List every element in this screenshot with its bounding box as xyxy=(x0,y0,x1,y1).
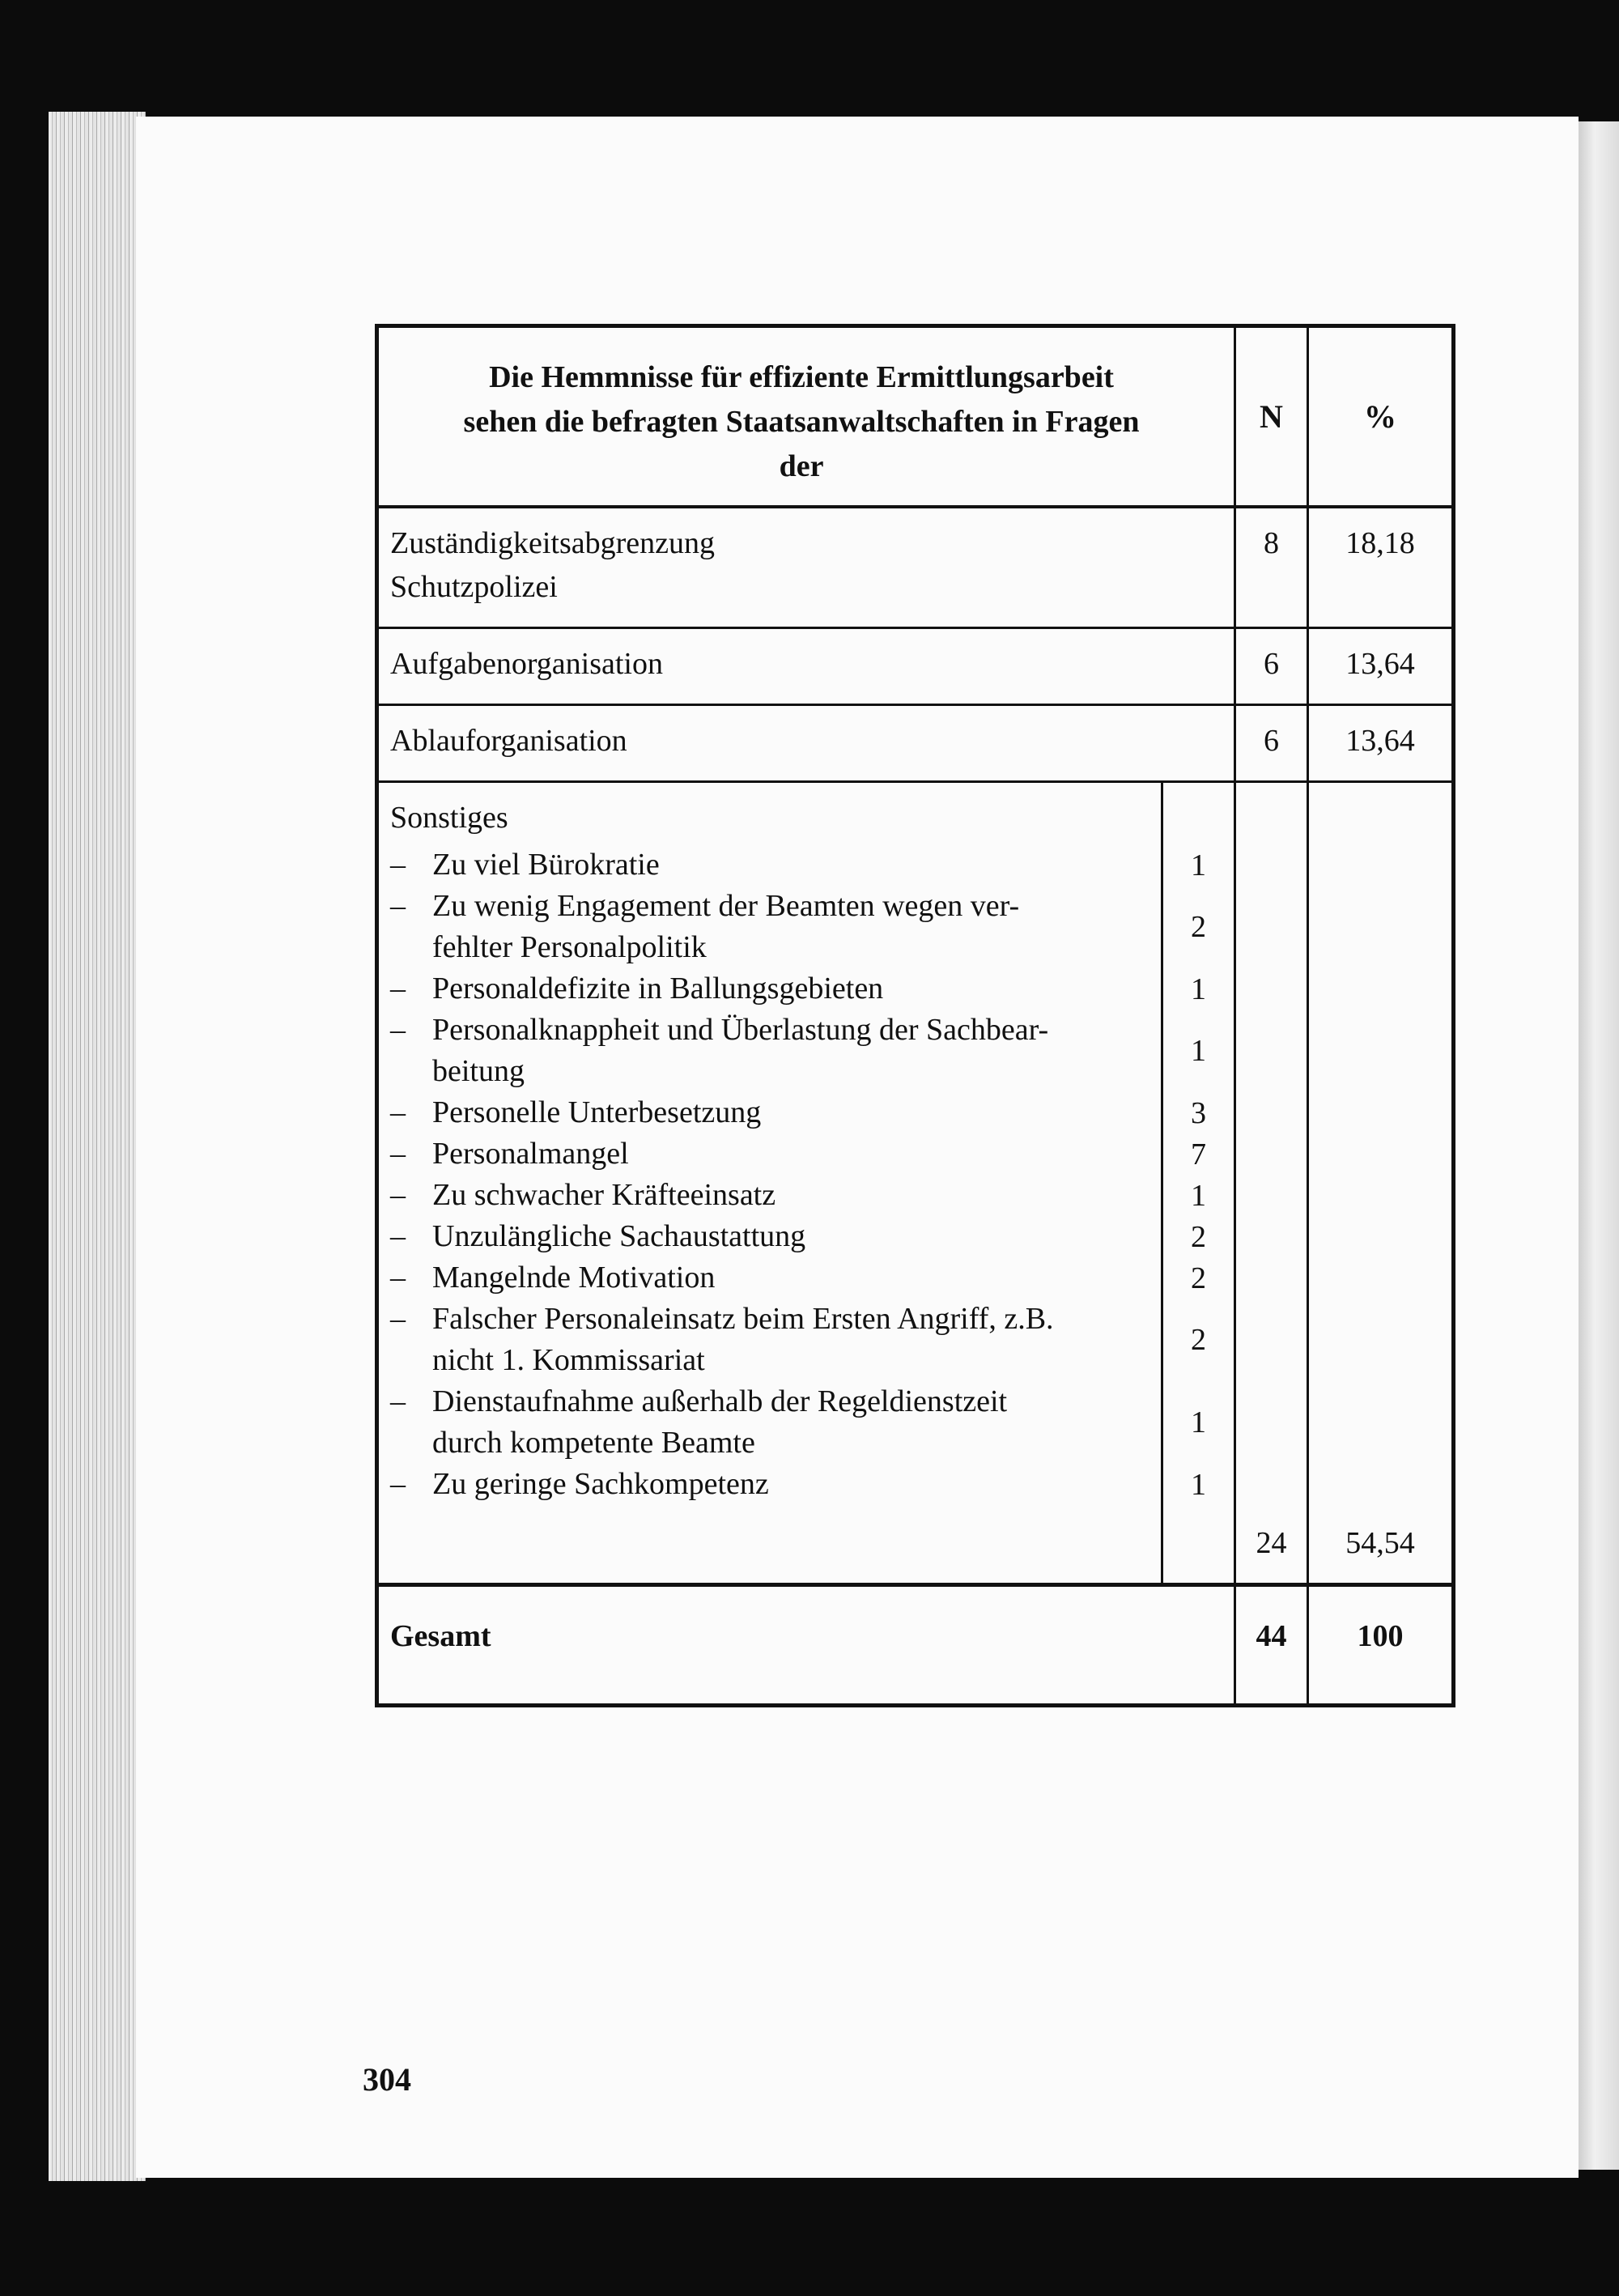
item-count: 3 xyxy=(1191,1095,1206,1130)
table-row-sonstiges xyxy=(377,782,1454,1585)
list-item-text: Personalmangel xyxy=(432,1137,629,1171)
item-count: 2 xyxy=(1191,1219,1206,1254)
list-item xyxy=(379,1381,1161,1464)
list-item-text: Falscher Personaleinsatz beim Ersten Angriff, z.B. nicht 1. Kommissariat xyxy=(432,1302,1054,1377)
list-item xyxy=(379,968,1161,1010)
dash: – xyxy=(390,1219,406,1253)
item-count: 1 xyxy=(1191,1034,1206,1068)
dash: – xyxy=(390,1178,406,1212)
sonstiges-n: 24 xyxy=(1235,782,1308,1585)
list-item xyxy=(379,844,1161,886)
row-n: 8 xyxy=(1235,507,1308,628)
list-item-text: Zu geringe Sachkompetenz xyxy=(432,1467,769,1501)
item-count: 1 xyxy=(1191,972,1206,1006)
list-item-text: Dienstaufnahme außerhalb der Regeldienstzeit durch kompetente Beamte xyxy=(432,1384,1008,1460)
item-count: 1 xyxy=(1191,1178,1206,1213)
dash: – xyxy=(390,1467,406,1501)
dash: – xyxy=(390,1095,406,1129)
dash: – xyxy=(390,972,406,1006)
row-n: 6 xyxy=(1235,705,1308,782)
dash: – xyxy=(390,889,406,923)
list-item-text: Unzulängliche Sachaustattung xyxy=(432,1219,806,1253)
item-count: 1 xyxy=(1191,1405,1206,1439)
item-count: 2 xyxy=(1191,910,1206,944)
table-row xyxy=(377,628,1454,705)
dash: – xyxy=(390,1137,406,1171)
list-item-text: Personaldefizite in Ballungsgebieten xyxy=(432,972,884,1006)
list-item-text: Zu wenig Engagement der Beamten wegen ver- fehlter Personalpolitik xyxy=(432,889,1020,964)
page-number: 304 xyxy=(363,2061,411,2098)
list-item-text: Zu schwacher Kräfteeinsatz xyxy=(432,1178,776,1212)
dash: – xyxy=(390,1302,406,1336)
sonstiges-percent: 54,54 xyxy=(1308,782,1454,1585)
table-header-row xyxy=(377,326,1454,508)
table-title xyxy=(377,326,1235,508)
row-percent: 13,64 xyxy=(1308,628,1454,705)
list-item-text: Zu viel Bürokratie xyxy=(432,848,660,882)
column-header-n: N xyxy=(1235,326,1308,508)
list-item xyxy=(379,886,1161,968)
dash: – xyxy=(390,1261,406,1295)
total-label: Gesamt xyxy=(377,1585,1235,1706)
item-count: 2 xyxy=(1191,1323,1206,1357)
list-item xyxy=(379,1464,1161,1505)
list-item xyxy=(379,1133,1161,1175)
column-header-percent: % xyxy=(1308,326,1454,508)
hindrances-table xyxy=(375,324,1455,1707)
facing-page-edge xyxy=(1579,121,1619,2170)
list-item-text: Personelle Unterbesetzung xyxy=(432,1095,762,1129)
row-label-line: Schutzpolizei xyxy=(390,570,558,604)
row-label: Aufgabenorganisation xyxy=(377,628,1235,705)
title-line: sehen die befragten Staatsanwaltschaften in Fragen xyxy=(463,405,1140,439)
table-row xyxy=(377,507,1454,628)
sonstiges-label: Sonstiges xyxy=(390,801,508,835)
dash: – xyxy=(390,848,406,882)
item-count: 7 xyxy=(1191,1137,1206,1171)
list-item xyxy=(379,1010,1161,1092)
list-item xyxy=(379,1092,1161,1133)
table-row xyxy=(377,705,1454,782)
dash: – xyxy=(390,1384,406,1418)
row-percent: 18,18 xyxy=(1308,507,1454,628)
table-total-row xyxy=(377,1585,1454,1706)
total-n: 44 xyxy=(1235,1585,1308,1706)
book-page-edges xyxy=(49,112,146,2181)
list-item xyxy=(379,1216,1161,1257)
row-percent: 13,64 xyxy=(1308,705,1454,782)
total-percent: 100 xyxy=(1308,1585,1454,1706)
row-label-line: Zuständigkeitsabgrenzung xyxy=(390,526,716,560)
list-item-text: Personalknappheit und Überlastung der Sachbear- beitung xyxy=(432,1013,1049,1088)
item-count: 1 xyxy=(1191,848,1206,882)
title-line: Die Hemmnisse für effiziente Ermittlungsarbeit xyxy=(489,360,1114,394)
sonstiges-cell xyxy=(377,782,1162,1585)
list-item xyxy=(379,1299,1161,1381)
item-count: 1 xyxy=(1191,1467,1206,1502)
row-label: Ablauforganisation xyxy=(377,705,1235,782)
title-line: der xyxy=(779,449,824,483)
list-item xyxy=(379,1175,1161,1216)
item-count: 2 xyxy=(1191,1261,1206,1295)
dash: – xyxy=(390,1013,406,1047)
list-item-text: Mangelnde Motivation xyxy=(432,1261,716,1295)
row-n: 6 xyxy=(1235,628,1308,705)
sonstiges-subcounts xyxy=(1162,782,1235,1585)
list-item xyxy=(379,1257,1161,1299)
row-label xyxy=(377,507,1235,628)
